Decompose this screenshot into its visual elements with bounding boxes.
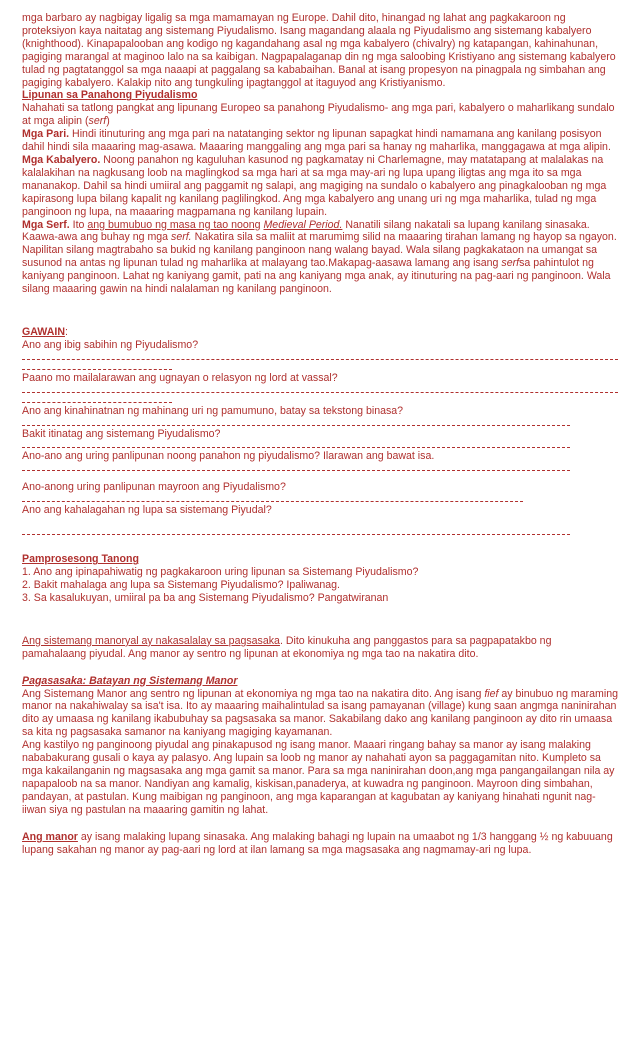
serf-paragraph: Mga Serf. Ito ang bumubuo ng masa ng tao noong Medieval Period. Nanatili silang nakatali sa lupang kanilang sinasaka. Kaawa-awa ang buhay ng mga serf. Nakatira sila sa maliit at marumimg silid na maaaring tirahan lamang ng hayop sa ngayon. Napilitan silang magtrabaho sa bukid ng kanilang panginoon nang walang bayad. Wala silang pagkakataon na umangat sa susunod na antas ng lipunan tulad ng maharlika at malayang tao.Makapag-aasawa lamang ang isang serfsa pahintulot ng kaniyang panginoon. Lahat ng kaniyang gamit, pati na ang kaniyang mga anak, ay itinuturing na pag-aari ng panginoon. Wala silang maaaring gawin na hindi nalalaman ng kanilang panginoon.	[22, 218, 617, 296]
answer-line[interactable]	[22, 527, 570, 535]
pamprosesong-heading: Pamprosesong Tanong	[22, 553, 139, 566]
lipunan-intro: Nahahati sa tatlong pangkat ang lipunang Europeo sa panahong Piyudalismo- ang mga pari, kabalyero o maharlikang sundalo at mga alipin (serf)	[22, 102, 615, 128]
document-page	[22, 12, 618, 856]
gawain-question-4: Bakit itinatag ang sistemang Piyudalismo?	[22, 427, 221, 440]
gawain-question-2: Paano mo mailalarawan ang ugnayan o relasyon ng lord at vassal?	[22, 371, 338, 384]
answer-line[interactable]	[22, 440, 570, 448]
answer-line[interactable]	[22, 463, 570, 471]
pamprosesong-item-3: 3. Sa kasalukuyan, umiiral pa ba ang Sistemang Piyudalismo? Pangatwiranan	[22, 591, 389, 604]
answer-line[interactable]	[22, 352, 618, 360]
gawain-question-7: Ano ang kahalagahan ng lupa sa sistemang Piyudal?	[22, 504, 272, 517]
gawain-question-6: Ano-anong uring panlipunan mayroon ang Piyudalismo?	[22, 481, 286, 494]
answer-line[interactable]	[22, 494, 523, 502]
answer-line[interactable]	[22, 418, 570, 426]
pagsasaka-paragraph-2: Ang kastilyo ng panginoong piyudal ang pinakapusod ng isang manor. Maaari ringang bahay sa manor ay isang malaking nababakurang gusali o kaya ay palasyo. Ang lupain sa loob ng manor ay nahahati ayon sa paggagamitan nito. Kumpleto sa mga kakailanganin ng magsasaka ang mga gamit sa manor. Para sa mga naninirahan doon,ang mga pangangailangan nila ay napapaloob na sa manor. Nandiyan ang kamalig, kiskisan,panaderya, at kuwadra ng panginoon. Mayroon ding simbahan, pandayan, at pastulan. Kung maibigan ng panginoon, ang mga kaparangan at kagubatan ay kaniyang hinahati ngunit nag-iiwan siya ng pastulan na maaaring gamitin ng lahat.	[22, 739, 615, 816]
manorial-paragraph: Ang sistemang manoryal ay nakasalalay sa pagsasaka. Dito kinukuha ang panggastos para sa pagpapatakbo ng pamahalaang piyudal. Ang manor ay sentro ng lipunan at ekonomiya ng mga tao na nakatira dito.	[22, 634, 552, 660]
gawain-heading: GAWAIN:	[22, 325, 68, 338]
gawain-question-3: Ano ang kinahinatnan ng mahinang uri ng pamumuno, batay sa tekstong binasa?	[22, 404, 404, 417]
gawain-question-1: Ano ang ibig sabihin ng Piyudalismo?	[22, 338, 199, 351]
pagsasaka-paragraph-1: Ang Sistemang Manor ang sentro ng lipunan at ekonomiya ng mga tao na nakatira dito. Ang isang fief ay binubuo ng maraming manor na nakahiwalay sa isa't isa. Ito ay maaaring maihalintulad sa isang pamayanan (village) kung saan angmga naninirahan dito ay umaasa ng kanilang ikabubuhay sa pagsasaka sa manor. Sakabilang dako ang kanilang panginoon ay dito rin umaasa sa kita ng pagsasaka samanor na kaniyang magiging kayamanan.	[22, 687, 619, 739]
answer-line[interactable]	[22, 385, 618, 393]
pagsasaka-heading: Pagasasaka: Batayan ng Sistemang Manor	[22, 674, 238, 687]
pamprosesong-item-2: 2. Bakit mahalaga ang lupa sa Sistemang Piyudalismo? Ipaliwanag.	[22, 579, 341, 591]
kabalyero-paragraph: Mga Kabalyero. Noong panahon ng kaguluhan kasunod ng pagkamatay ni Charlemagne, may matatapang at malalakas na kalalakihan na nagkusang loob na maglingkod sa mga hari at sa mga may-ari ng lupa upang iligtas ang mga ito sa mga mananakop. Dahil sa hindi umiiral ang paggamit ng salapi, ang magiging na sundalo o kabalyero ang pinagkalooban ng mga kapirasong lupa bilang kapalit ng kanilang paglilingkod. Ang mga kabalyero ang unang uri ng mga maharlika, tulad ng mga panginoon ng lupa, na maaaring magpamana ng kanilang lupain.	[22, 153, 607, 218]
answer-line[interactable]	[22, 362, 172, 370]
manor-paragraph: Ang manor ay isang malaking lupang sinasaka. Ang malaking bahagi ng lupain na umaabot ng 1/3 hanggang ½ ng kabuuang lupang sakahan ng manor ay pag-aari ng lord at ilan lamang sa mga magsasaka ang nagmamay-ari ng lupa.	[22, 830, 613, 856]
lipunan-heading: Lipunan sa Panahong Piyudalismo	[22, 89, 198, 102]
answer-line[interactable]	[22, 395, 172, 403]
pari-paragraph: Mga Pari. Hindi itinuturing ang mga pari na natatanging sektor ng lipunan sapagkat hindi namamana ang kanilang posisyon dahil hindi sila maaaring mag-asawa. Maaaring manggaling ang mga pari sa hanay ng maharlika, manggagawa at mga alipin.	[22, 128, 611, 154]
gawain-question-5: Ano-ano ang uring panlipunan noong panahon ng piyudalismo? Ilarawan ang bawat isa.	[22, 450, 435, 463]
pamprosesong-item-1: 1. Ano ang ipinapahiwatig ng pagkakaroon uring lipunan sa Sistemang Piyudalismo?	[22, 566, 419, 579]
intro-paragraph: mga barbaro ay nagbigay ligalig sa mga mamamayan ng Europe. Dahil dito, hinangad ng lahat ang pagkakaroon ng proteksiyon kaya naitatag ang sistemang Piyudalismo. Isang magandang alaala ng Piyudalismo ang sistemang kabalyero (knighthood). Kinapapalooban ang kodigo ng kagandahang asal ng mga kabalyero (chivalry) ng katapangan, kahinahunan, pagiging marangal at maginoo lalo na sa kaibigan. Nagpapalaganap din ng mga saloobing Kristiyano ang sistemang kabalyero tulad ng pagtatanggol sa mga naaapi at paggalang sa kababaihan. Banal at isang propesyon na pinagpala ng simbahan ang pagiging kabalyero. Kalakip nito ang tungkuling ipagtanggol at itaguyod ang Kristiyanismo.	[22, 12, 616, 89]
